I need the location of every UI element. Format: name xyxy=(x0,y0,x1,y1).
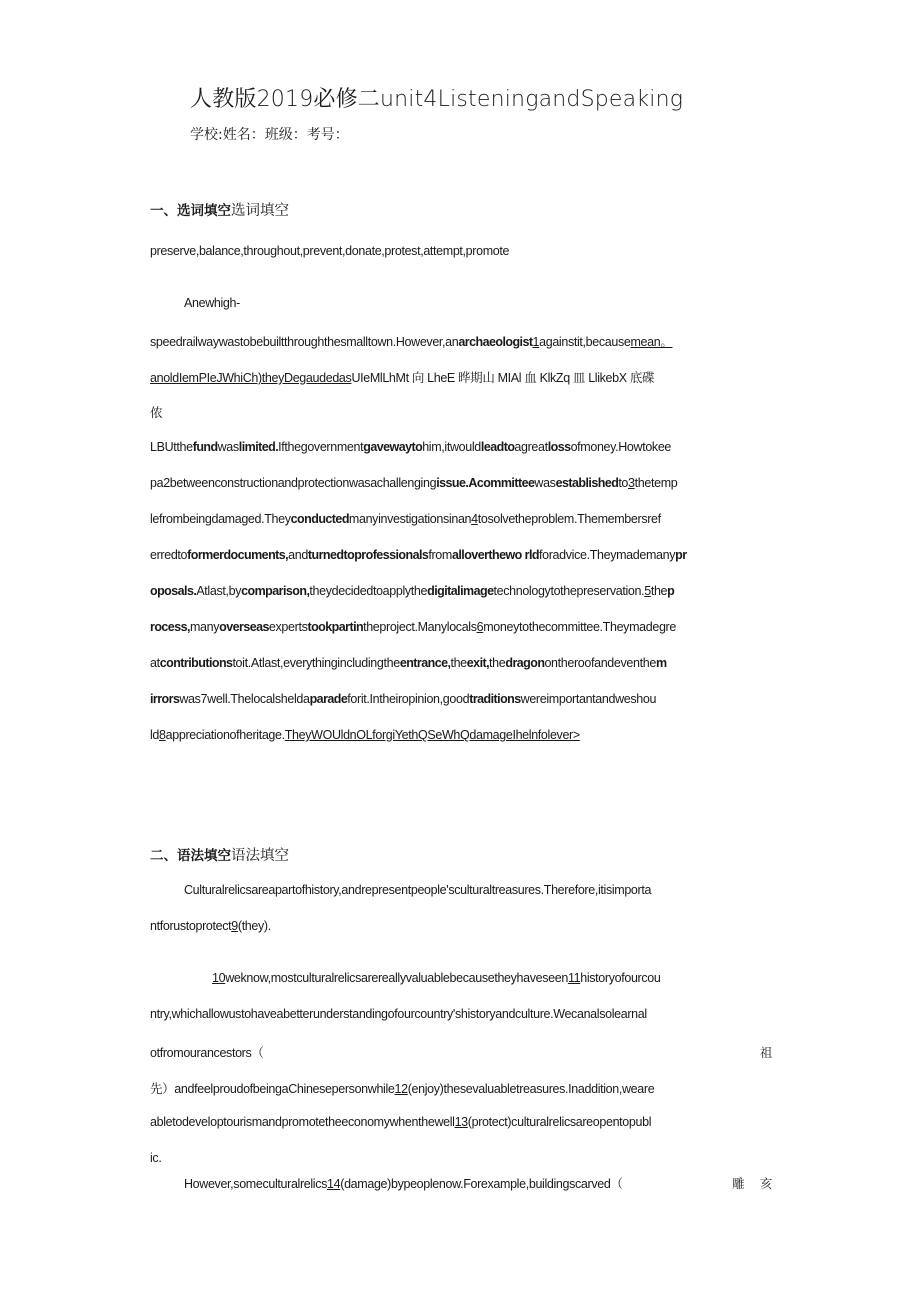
passage-line: speedrailwaywastobebuiltthroughthesmalltown.However,anarchaeologist1againstit,becausemean。 xyxy=(150,335,673,349)
blank-9: 9 xyxy=(231,919,238,933)
passage-line: oposals.Atlast,bycomparison,theydecidedtoapplythedigitalimagetechnologytothepreservation.5thep xyxy=(150,584,675,598)
passage-line: 先）andfeelproudofbeingaChinesepersonwhile12(enjoy)thesevaluabletreasures.Inaddition,weare xyxy=(150,1082,655,1096)
document-title: 人教版2019必修二unit4ListeningandSpeaking xyxy=(190,87,684,112)
passage-line: However,someculturalrelics14(damage)bypeoplenow.Forexample,buildingscarved（ 雕 亥 xyxy=(184,1177,772,1191)
blank-12: 12 xyxy=(394,1082,408,1096)
passage-line: 10weknow,mostculturalrelicsarereallyvaluablebecausetheyhaveseen11historyofourcou xyxy=(212,971,661,985)
section-1-heading xyxy=(150,199,289,220)
passage-line: abletodeveloptourismandpromotetheeconomywhenthewell13(protect)culturalrelicsareopentopubl xyxy=(150,1115,652,1129)
word-bank: preserve,balance,throughout,prevent,donate,protest,attempt,promote xyxy=(150,244,510,258)
passage-line: ntforustoprotect9(they). xyxy=(150,919,271,933)
passage-line: irrorswas7well.Thelocalsheldaparadeforit.Intheiropinion,goodtraditionswereimportantandweshou xyxy=(150,692,657,706)
blank-14: 14 xyxy=(327,1177,341,1191)
passage-line: ld8appreciationofheritage.TheyWOUldnOLforgiYethQSeWhQdamageIhelnfolever> xyxy=(150,728,580,742)
passage-line: ic. xyxy=(150,1151,162,1165)
section-2-heading xyxy=(150,844,289,865)
passage-line: lefrombeingdamaged.Theyconductedmanyinvestigationsinan4tosolvetheproblem.Themembersref xyxy=(150,512,661,526)
passage-line: anoldIemPIeJWhiCh)theyDegaudedasUIeMlLhMt 向 LheE 晔期山 MIAl 血 KlkZq 皿 LlikebX 底碟 xyxy=(150,371,655,385)
student-info-line: 学校:姓名：班级：考号： xyxy=(190,127,349,143)
blank-10: 10 xyxy=(212,971,226,985)
blank-1: 1 xyxy=(532,335,540,349)
section-2-heading-plain: 语法填空 xyxy=(231,848,289,864)
section-2-heading-bold: 二、语法填空 xyxy=(150,848,231,864)
passage-line: erredtoformerdocuments,andturnedtoprofessionalsfromalloverthewo rldforadvice.Theymademanypr xyxy=(150,548,687,562)
blank-13: 13 xyxy=(454,1115,468,1129)
passage-line: pa2betweenconstructionandprotectionwasachallengingissue.Acommitteewasestablishedto3thetemp xyxy=(150,476,678,490)
blank-5: 5 xyxy=(644,584,651,598)
passage-line: Culturalrelicsareapartofhistory,andrepresentpeople'sculturaltreasures.Therefore,itisimporta xyxy=(184,883,652,897)
section-1-heading-bold: 一、选词填空 xyxy=(150,203,231,219)
section-1-heading-plain: 选词填空 xyxy=(231,203,289,219)
blank-8: 8 xyxy=(159,728,166,742)
passage-line: atcontributionstoit.Atlast,everythingincludingtheentrance,theexit,thedragonontheroofandeventhem xyxy=(150,656,667,670)
blank-3: 3 xyxy=(628,476,635,490)
passage-line: Anewhigh- xyxy=(184,296,240,310)
blank-11: 11 xyxy=(567,971,581,985)
blank-6: 6 xyxy=(476,620,484,634)
passage-line: 侬 xyxy=(150,406,163,420)
passage-line: LBUtthefundwaslimited.Ifthegovernmentgavewaytohim,itwouldleadtoagreatlossofmoney.Howtokee xyxy=(150,440,672,454)
passage-line: ntry,whichallowustohaveabetterunderstandingofourcountry'shistoryandculture.Wecanalsolearnal xyxy=(150,1007,647,1021)
passage-line: otfromourancestors（ 祖 xyxy=(150,1046,772,1060)
blank-4: 4 xyxy=(471,512,478,526)
passage-line: rocess,manyoverseasexpertstookpartintheproject.Manylocals6moneytothecommittee.Theymadegre xyxy=(150,620,676,634)
